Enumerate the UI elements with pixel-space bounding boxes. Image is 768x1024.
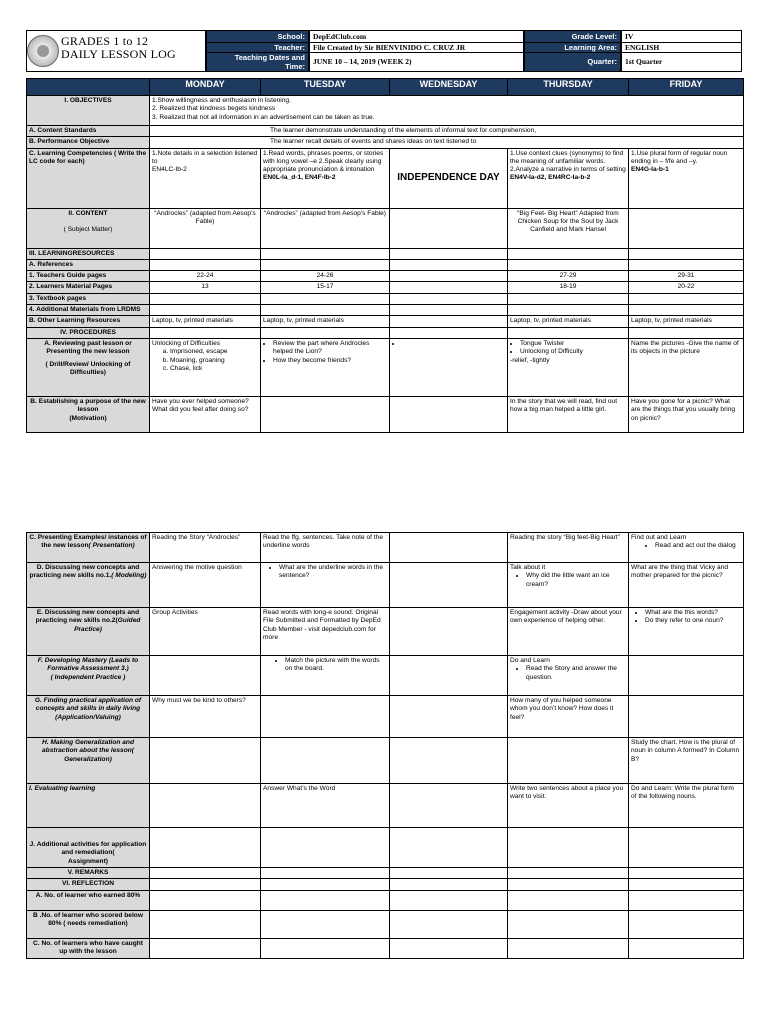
list-item: • What are the underline words in the sentence? [279, 564, 387, 581]
performance-objective-row [27, 137, 744, 148]
other-thursday: Laptop, tv, printed materials [508, 316, 629, 327]
establishing-row [27, 396, 744, 432]
performance-objective-text: The learner recall details of events and shares ideas on text listened to [150, 137, 744, 148]
dates-label: Teaching Dates and Time: [206, 52, 309, 72]
learning-resources-label: III. LEARNINGRESOURCES [27, 248, 150, 259]
review-thursday [508, 338, 629, 396]
day-wednesday: WEDNESDAY [390, 79, 508, 96]
review-mon-heading: Unlocking of Difficulties [152, 339, 221, 347]
discussing-1-thursday [508, 563, 629, 608]
presenting-label [27, 533, 150, 563]
presenting-subheading: ( Presentation) [88, 542, 135, 550]
procedures-label: IV. PROCEDURES [27, 327, 150, 338]
day-tuesday: TUESDAY [261, 79, 390, 96]
teacher-label: Teacher: [206, 42, 309, 53]
school-label: School: [206, 30, 309, 43]
developing-row [27, 656, 744, 696]
presenting-row [27, 533, 744, 563]
tg-wednesday [390, 271, 508, 282]
finding-thursday: How many of you helped someone whom you don’t know? How does it feel? [508, 696, 629, 738]
remarks-label: V. REMARKS [27, 868, 150, 879]
finding-label [27, 696, 150, 738]
list-item: • Unlocking of Difficulty [520, 348, 626, 356]
reflection-b-label: B .No. of learner who scored below 80% ( needs remediation) [27, 910, 150, 938]
review-friday: Name the pictures -Give the name of its objects in the picture [629, 338, 744, 396]
lc-mon-code: EN4LC-Ib-2 [152, 166, 187, 174]
dates-value: JUNE 10 – 14, 2019 (WEEK 2) [309, 52, 524, 72]
additional-activities-label [27, 828, 150, 868]
objectives-label: I. OBJECTIVES [27, 96, 150, 126]
lc-wednesday: INDEPENDENCE DAY [390, 148, 508, 208]
header-title-box [26, 30, 206, 72]
reflection-c-label: C. No. of learners who have caught up with the lesson [27, 938, 150, 958]
lc-tue-text: 1.Read words, phrases poems, or stories with long vowel –e 2.Speak clearly using appropriate pronunciation & intonation [263, 149, 384, 174]
additional-materials-row [27, 305, 744, 316]
day-monday: MONDAY [150, 79, 261, 96]
lc-monday [150, 148, 261, 208]
textbook-label: 3. Textbook pages [27, 293, 150, 304]
other-friday: Laptop, tv, printed materials [629, 316, 744, 327]
learners-material-row [27, 282, 744, 293]
developing-label [27, 656, 150, 696]
finding-subheading: (Application/Valuing) [55, 713, 121, 721]
discussing-1-tuesday [261, 563, 390, 608]
performance-objective-label: B. Performance Objective [27, 137, 150, 148]
objective-2: 2. Realized that kindness begets kindness [152, 105, 276, 113]
list-item: • Read and act out the dialog [655, 542, 741, 550]
learning-resources-row [27, 248, 744, 259]
learners-material-label: 2. Learners Material Pages [27, 282, 150, 293]
quarter-label: Quarter: [524, 52, 621, 72]
content-label [27, 208, 150, 248]
lm-friday: 20-22 [629, 282, 744, 293]
procedures-row [27, 327, 744, 338]
evaluating-row [27, 784, 744, 828]
reflection-c-row [27, 938, 744, 958]
lc-thu-text: 1.Use context clues (synonyms) to find the meaning of unfamiliar words. 2.Analyze a narrative in terms of setting [510, 149, 626, 174]
developing-heading: F. Developing Mastery (Leads to Formative Assessment 3.) [37, 657, 139, 673]
other-tuesday: Laptop, tv, printed materials [261, 316, 390, 327]
content-row [27, 208, 744, 248]
content-standards-text: The learner demonstrate understanding of the elements of informal text for comprehension, [150, 126, 744, 137]
discussing-2-label [27, 608, 150, 656]
content-standards-label: A. Content Standards [27, 126, 150, 137]
lm-thursday: 18-19 [508, 282, 629, 293]
discussing-1-row [27, 563, 744, 608]
teachers-guide-row [27, 271, 744, 282]
review-label [27, 338, 150, 396]
content-subheading: ( Subject Matter) [63, 225, 113, 233]
lesson-table-page-2 [26, 532, 744, 959]
list-item: a. Imprisoned, escape [170, 348, 258, 356]
list-item [402, 340, 505, 348]
evaluating-label: I. Evaluating learning [27, 784, 150, 828]
references-row [27, 259, 744, 270]
review-heading: A. Reviewing past lesson or Presenting the new lesson [44, 339, 132, 356]
list-item: • Do they refer to one noun? [645, 617, 741, 625]
lm-tuesday: 15-17 [261, 282, 390, 293]
discussing-1-subheading: ( Modeling) [111, 572, 147, 580]
objectives-text [150, 96, 744, 126]
establishing-subheading: (Motivation) [69, 414, 107, 422]
reflection-b-row [27, 910, 744, 938]
list-item: c. Chase, lick [170, 365, 258, 373]
page-1 [0, 0, 768, 470]
discussing-1-friday: What are the thing that Vicky and mother prepared for the picnic? [629, 563, 744, 608]
day-friday: FRIDAY [629, 79, 744, 96]
establishing-thursday: In the story that we will read, find out how a big man helped a little girl. [508, 396, 629, 432]
other-monday: Laptop, tv, printed materials [150, 316, 261, 327]
objective-3: 3. Realized that not all information in an advertisement can be taken as true. [152, 113, 375, 121]
discussing-2-heading: E. Discussing new concepts and practicing new skills no.2( [35, 609, 140, 625]
establishing-heading: B. Establishing a purpose of the new lesson [30, 397, 146, 414]
discussing-2-subheading: Guided Practice) [74, 617, 141, 633]
grade-value: IV [621, 30, 742, 43]
remarks-row [27, 868, 744, 879]
textbook-row [27, 293, 744, 304]
additional-activities-row [27, 828, 744, 868]
finding-monday: Why must we be kind to others? [150, 696, 261, 738]
additional-materials-label: 4. Additional Materials from LRDMS [27, 305, 150, 316]
lc-friday [629, 148, 744, 208]
objectives-row [27, 96, 744, 126]
content-wednesday [390, 208, 508, 248]
presenting-monday: Reading the Story “Androcles” [150, 533, 261, 563]
review-thu-extra: -relief, -tightly [510, 356, 550, 364]
evaluating-thursday: Write two sentences about a place you want to visit. [508, 784, 629, 828]
presenting-thursday: Reading the story “Big feet-Big Heart” [508, 533, 629, 563]
tg-friday: 29-31 [629, 271, 744, 282]
lesson-table-page-1 [26, 78, 744, 433]
discussing-1-monday: Answering the motive question [150, 563, 261, 608]
discussing-2-monday: Group Activities [150, 608, 261, 656]
list-item: • Read the Story and answer the question. [526, 665, 626, 682]
finding-heading: G. Finding practical application of concepts and skills in daily living [34, 697, 142, 713]
review-subheading: ( Drill/Review/ Unlocking of Difficulties) [45, 360, 131, 376]
review-row [27, 338, 744, 396]
objective-1: 1.Show willingness and enthusiasm in listening. [152, 97, 291, 104]
developing-thursday [508, 656, 629, 696]
area-label: Learning Area: [524, 42, 621, 53]
title-line-2: DAILY LESSON LOG [61, 47, 176, 61]
other-resources-label: B. Other Learning Resources [27, 316, 150, 327]
reflection-a-row [27, 890, 744, 910]
establishing-monday: Have you ever helped someone? What did you feel after doing so? [150, 396, 261, 432]
list-item: • How they become friends? [273, 357, 387, 365]
generalization-subheading: Generalization) [64, 755, 112, 763]
quarter-value: 1st Quarter [621, 52, 742, 72]
reflection-label: VI. REFLECTION [27, 879, 150, 890]
tg-monday: 22-24 [150, 271, 261, 282]
day-thursday: THURSDAY [508, 79, 629, 96]
presenting-heading: C. Presenting Examples/ instances of the new lesson [29, 534, 147, 550]
review-wednesday [390, 338, 508, 396]
tg-tuesday: 24-26 [261, 271, 390, 282]
review-monday [150, 338, 261, 396]
generalization-label [27, 738, 150, 784]
discussing-1-thu-text: Talk about it [510, 564, 546, 571]
title-line-1: GRADES 1 to 12 [61, 34, 149, 48]
presenting-tuesday: Read the ffg. sentences. Take note of the underline words [261, 533, 390, 563]
discussing-1-label [27, 563, 150, 608]
discussing-1-heading: D. Discussing new concepts and practicing new skills no.1. [29, 564, 140, 580]
list-item: • Tongue Twister [520, 340, 626, 348]
finding-row [27, 696, 744, 738]
lc-fri-text: 1.Use plural form of regular noun ending in – f/fe and –y. [631, 149, 728, 165]
developing-subheading: ( Independent Practice ) [50, 673, 126, 681]
school-value: DepEdClub.com [309, 30, 524, 43]
teachers-guide-label: 1. Teachers Guide pages [27, 271, 150, 282]
grade-label: Grade Level: [524, 30, 621, 43]
reflection-row [27, 879, 744, 890]
discussing-2-tuesday: Read words with long-e sound. Original File Submitted and Formatted by DepEd Club Member - visit depedclub.com for more [261, 608, 390, 656]
deped-seal-icon [27, 35, 59, 67]
reflection-a-label: A. No. of learner who earned 80% [27, 890, 150, 910]
references-label: A. References [27, 259, 150, 270]
establishing-label [27, 396, 150, 432]
lm-monday: 13 [150, 282, 261, 293]
additional-activities-subheading: Assignment) [68, 857, 108, 865]
corner-cell [27, 79, 150, 96]
generalization-heading: H. Making Generalization and abstraction about the lesson( [42, 739, 134, 755]
teacher-value: File Created by Sir BIENVINIDO C. CRUZ JR [309, 42, 524, 53]
lc-tue-code: EN0L-Ia_d-1, EN4F-Ib-2 [263, 174, 336, 182]
other-resources-row [27, 316, 744, 327]
content-heading: II. CONTENT [68, 209, 108, 217]
list-item: • Why did the little want an ice cream? [526, 572, 626, 589]
list-item: • Match the picture with the words on the board. [285, 657, 387, 674]
discussing-2-friday [629, 608, 744, 656]
content-friday [629, 208, 744, 248]
content-monday: “Androcles” (adapted from Aesop’s Fable) [150, 208, 261, 248]
list-item: b. Moaning, groaning [170, 357, 258, 365]
other-wednesday [390, 316, 508, 327]
area-value: ENGLISH [621, 42, 742, 53]
discussing-2-row [27, 608, 744, 656]
header-title [61, 35, 176, 61]
lc-mon-text: 1.Note details in a selection listened to [152, 149, 258, 165]
learning-competencies-row [27, 148, 744, 208]
discussing-2-thursday: Engagement activity -Draw about your own experience of helping other. [508, 608, 629, 656]
presenting-fri-text: Find out and Learn [631, 534, 687, 541]
generalization-row [27, 738, 744, 784]
content-thursday: “Big Feet- Big Heart” Adapted from Chicken Soup for the Soul by Jack Canfield and Mark Hansel [508, 208, 629, 248]
page-2 [0, 520, 768, 1024]
lc-thursday [508, 148, 629, 208]
developing-thu-text: Do and Learn [510, 657, 550, 664]
header [26, 30, 742, 72]
list-item: • Review the part where Androcles helped the Lion? [273, 340, 387, 357]
list-item: • What are the this words? [645, 609, 741, 617]
additional-activities-heading: J. Additional activities for application and remediation( [29, 841, 147, 857]
content-standards-row [27, 126, 744, 137]
lc-fri-code: EN4G-Ia-b-1 [631, 166, 669, 174]
evaluating-tuesday: Answer What’s the Word [261, 784, 390, 828]
lm-wednesday [390, 282, 508, 293]
content-tuesday: “Androcles” (adapted from Aesop’s Fable) [261, 208, 390, 248]
presenting-friday [629, 533, 744, 563]
tg-thursday: 27-29 [508, 271, 629, 282]
evaluating-friday: Do and Learn: Write the plural form of the following nouns. [629, 784, 744, 828]
review-tuesday [261, 338, 390, 396]
day-header-row [27, 79, 744, 96]
establishing-friday: Have you gone for a picnic? What are the things that you usually bring on picnic? [629, 396, 744, 432]
generalization-friday: Study the chart. How is the plural of noun in column A formed? In Column B? [629, 738, 744, 784]
lc-tuesday [261, 148, 390, 208]
lc-thu-code: EN4V-Ia-d2, EN4RC-Ia-b-2 [510, 174, 591, 182]
learning-competencies-label: C. Learning Competencies ( Write the LC code for each) [27, 148, 150, 208]
developing-tuesday [261, 656, 390, 696]
